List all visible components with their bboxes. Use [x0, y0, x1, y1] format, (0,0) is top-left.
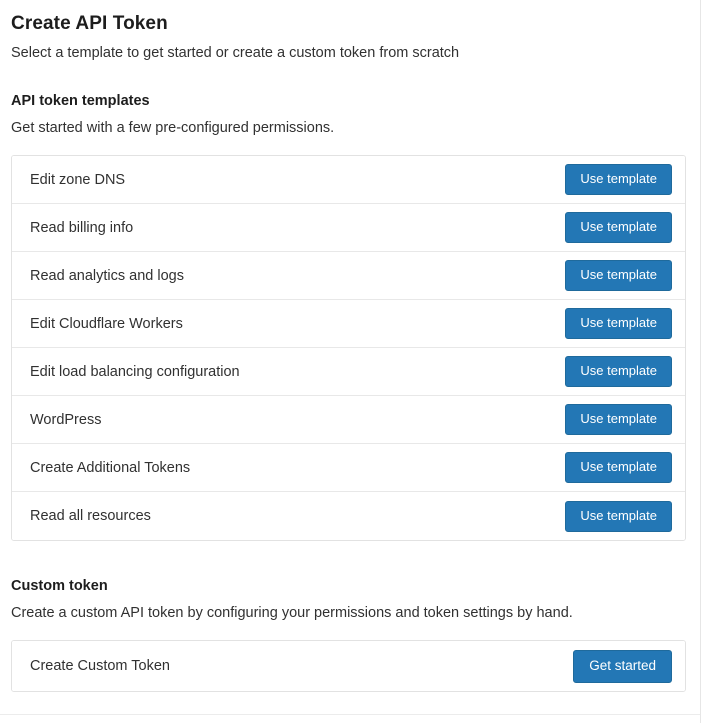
- table-row: [12, 156, 685, 204]
- custom-token-card: [11, 640, 686, 692]
- page-bottom-divider: [0, 714, 700, 723]
- custom-section-description: Create a custom API token by configuring your permissions and token settings by hand.: [11, 605, 573, 621]
- page-subtitle: Select a template to get started or create a custom token from scratch: [11, 45, 460, 61]
- template-name: Edit Cloudflare Workers: [30, 315, 183, 332]
- table-row: [12, 348, 685, 396]
- template-name: Read billing info: [30, 219, 134, 236]
- use-template-button[interactable]: Use template: [565, 501, 672, 532]
- templates-section-title: API token templates: [11, 93, 150, 109]
- template-name: Create Additional Tokens: [30, 459, 191, 476]
- custom-token-section: [11, 577, 686, 692]
- template-name: WordPress: [30, 411, 102, 428]
- template-name: Read analytics and logs: [30, 267, 184, 284]
- use-template-button[interactable]: Use template: [565, 260, 672, 291]
- template-name: Edit load balancing configuration: [30, 363, 240, 380]
- use-template-button[interactable]: Use template: [565, 356, 672, 387]
- template-list: [11, 155, 686, 541]
- page-title: Create API Token: [11, 13, 168, 34]
- use-template-button[interactable]: Use template: [565, 308, 672, 339]
- templates-section-description: Get started with a few pre-configured permissions.: [11, 120, 335, 136]
- table-row: [12, 396, 685, 444]
- table-row: [12, 492, 685, 540]
- use-template-button[interactable]: Use template: [565, 164, 672, 195]
- table-row: [12, 444, 685, 492]
- use-template-button[interactable]: Use template: [565, 404, 672, 435]
- custom-section-title: Custom token: [11, 578, 108, 594]
- table-row: [12, 300, 685, 348]
- table-row: [12, 204, 685, 252]
- use-template-button[interactable]: Use template: [565, 212, 672, 243]
- use-template-button[interactable]: Use template: [565, 452, 672, 483]
- template-name: Edit zone DNS: [30, 171, 126, 188]
- table-row: [12, 252, 685, 300]
- template-name: Read all resources: [30, 508, 151, 524]
- custom-token-name: Create Custom Token: [30, 658, 170, 674]
- table-row: [12, 641, 685, 691]
- get-started-button[interactable]: Get started: [573, 650, 672, 683]
